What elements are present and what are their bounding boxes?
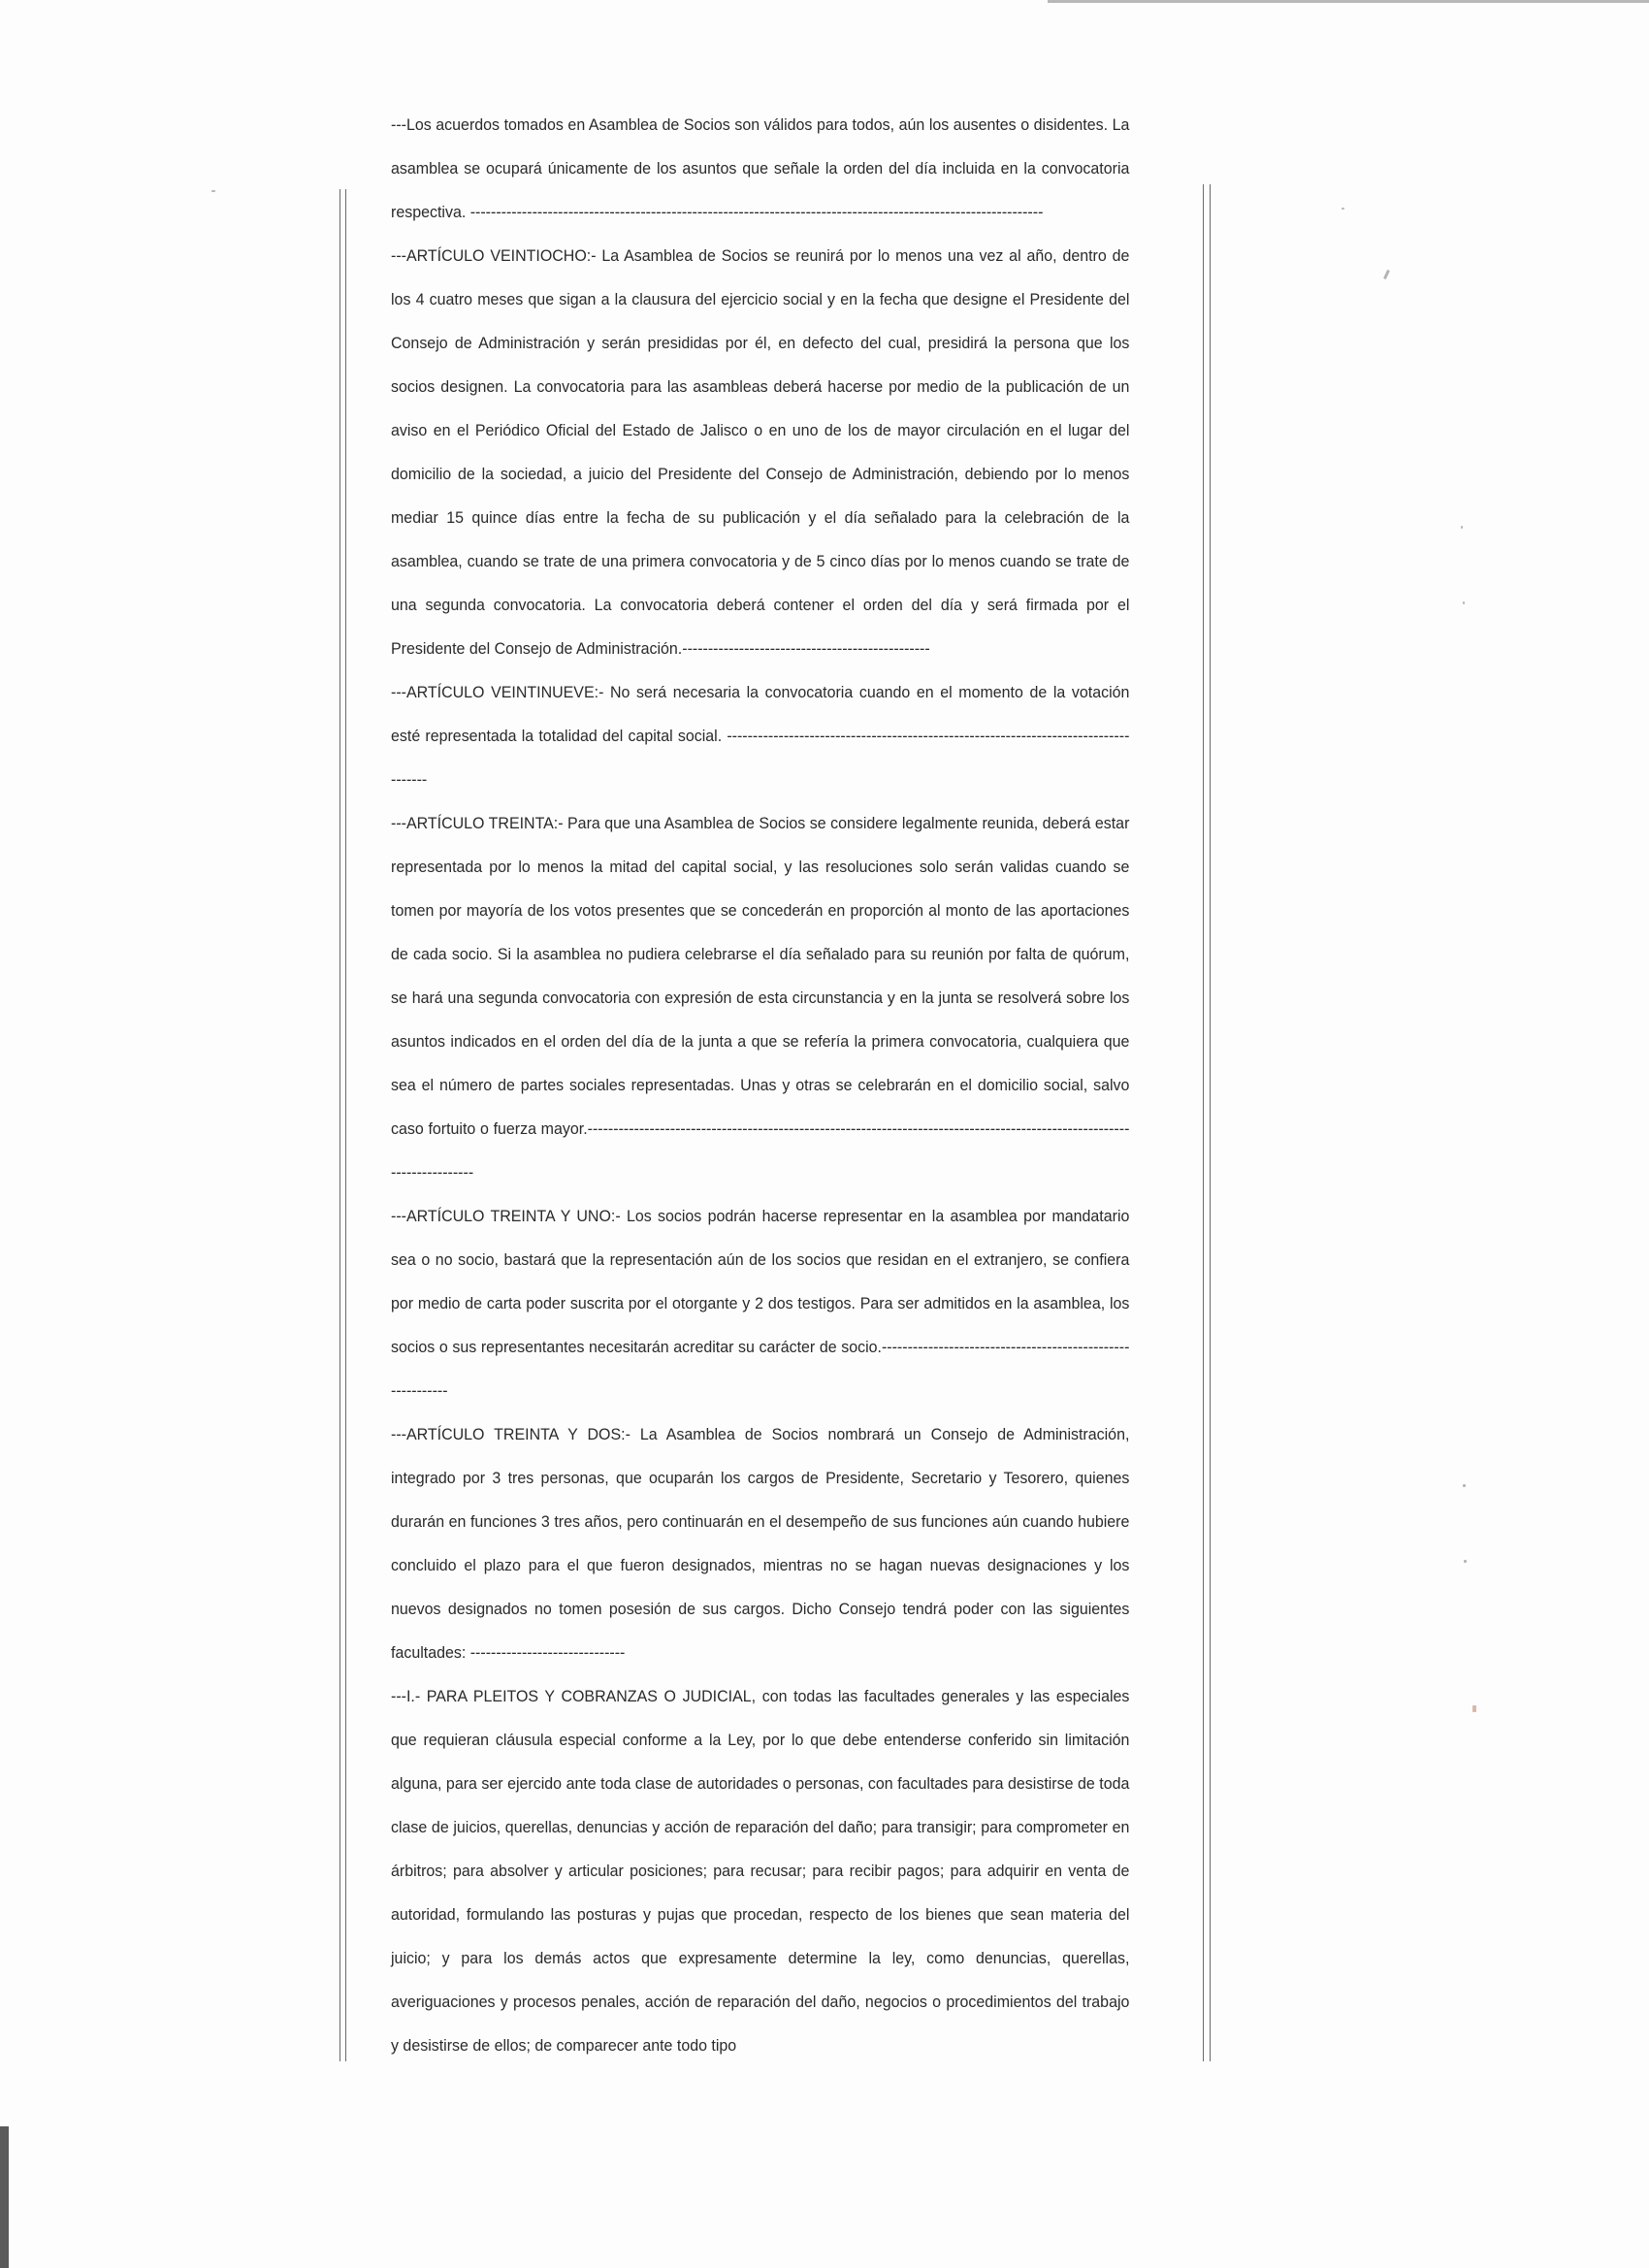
scan-speck [1472, 1705, 1476, 1712]
scan-speck [1464, 1560, 1467, 1563]
paragraph-articulo-treinta-y-uno: ---ARTÍCULO TREINTA Y UNO:- Los socios podrán hacerse representar en la asamblea por mandatario sea o no socio, bastará que la representación aún de los socios que residan en el extranjero, se confiera por medio de carta poder suscrita por el otorgante y 2 dos testigos. Para ser admitidos en la asamblea, los socios o sus representantes necesitarán acreditar su carácter de socio.----------------------------------------------------------- [391, 1207, 1130, 1400]
paragraph-articulo-veintinueve: ---ARTÍCULO VEINTINUEVE:- No será necesaria la convocatoria cuando en el momento de la votación esté representada la totalidad del capital social. ------------------------------------------------------------------------------------- [391, 683, 1130, 789]
scan-top-edge [1048, 0, 1649, 3]
scan-speck [211, 190, 215, 192]
scan-speck [1463, 1484, 1466, 1487]
paragraph-pleitos-y-cobranzas: ---I.- PARA PLEITOS Y COBRANZAS O JUDICIAL, con todas las facultades generales y las especiales que requieran cláusula especial conforme a la Ley, por lo que debe entenderse conferido sin limitación alguna, para ser ejercido ante toda clase de autoridades o personas, con facultades para desistirse de toda clase de juicios, querellas, denuncias y acción de reparación del daño; para transigir; para comprometer en árbitros; para absolver y articular posiciones; para recusar; para recibir pagos; para adquirir en venta de autoridad, formulando las posturas y pujas que procedan, respecto de los bienes que sean materia del juicio; y para los demás actos que expresamente determine la ley, como denuncias, querellas, averiguaciones y procesos penales, acción de reparación del daño, negocios o procedimientos del trabajo y desistirse de ellos; de comparecer ante todo tipo [391, 1687, 1130, 2055]
right-margin-rule-outer [1210, 184, 1211, 2061]
paragraph-articulo-veintiocho: ---ARTÍCULO VEINTIOCHO:- La Asamblea de Socios se reunirá por lo menos una vez al año, dentro de los 4 cuatro meses que sigan a la clausura del ejercicio social y en la fecha que designe el Presidente del Consejo de Administración y serán presididas por él, en defecto del cual, presidirá la persona que los socios designen. La convocatoria para las asambleas deberá hacerse por medio de la publicación de un aviso en el Periódico Oficial del Estado de Jalisco o en uno de los de mayor circulación en el lugar del domicilio de la sociedad, a juicio del Presidente del Consejo de Administración, debiendo por lo menos mediar 15 quince días entre la fecha de su publicación y el día señalado para la celebración de la asamblea, cuando se trate de una primera convocatoria y de 5 cinco días por lo menos cuando se trate de una segunda convocatoria. La convocatoria deberá contener el orden del día y será firmada por el Presidente del Consejo de Administración.------------------------------------------------ [391, 246, 1130, 658]
paragraph-acuerdos: ---Los acuerdos tomados en Asamblea de Socios son válidos para todos, aún los ausentes o disidentes. La asamblea se ocupará únicamente de los asuntos que señale la orden del día incluida en la convocatoria respectiva. --------------------------------------------------------------------------------------------------------------- [391, 115, 1130, 221]
paragraph-articulo-treinta-y-dos: ---ARTÍCULO TREINTA Y DOS:- La Asamblea de Socios nombrará un Consejo de Administración, integrado por 3 tres personas, que ocuparán los cargos de Presidente, Secretario y Tesorero, quienes durarán en funciones 3 tres años, pero continuarán en el desempeño de sus funciones aún cuando hubiere concluido el plazo para el que fueron designados, mientras no se hagan nuevas designaciones y los nuevos designados no tomen posesión de sus cargos. Dicho Consejo tendrá poder con las siguientes facultades: ------------------------------ [391, 1425, 1130, 1662]
paragraph-articulo-treinta: ---ARTÍCULO TREINTA:- Para que una Asamblea de Socios se considere legalmente reunida, deberá estar representada por lo menos la mitad del capital social, y las resoluciones solo serán validas cuando se tomen por mayoría de los votos presentes que se concederán en proporción al monto de las aportaciones de cada socio. Si la asamblea no pudiera celebrarse el día señalado para su reunión por falta de quórum, se hará una segunda convocatoria con expresión de esta circunstancia y en la junta se resolverá sobre los asuntos indicados en el orden del día de la junta a que se refería la primera convocatoria, cualquiera que sea el número de partes sociales representadas. Unas y otras se celebrarán en el domicilio social, salvo caso fortuito o fuerza mayor.------------------------------------------------------------------------------------------------------------------------- [391, 814, 1130, 1182]
document-body [391, 103, 1129, 2067]
left-margin-rule-inner [345, 189, 346, 2061]
right-margin-rule-inner [1203, 184, 1204, 2061]
scan-speck [1342, 208, 1344, 210]
scan-speck [1383, 270, 1390, 279]
scan-speck [1461, 526, 1463, 529]
scan-edge-shadow [0, 2126, 9, 2268]
scan-speck [1463, 601, 1465, 604]
